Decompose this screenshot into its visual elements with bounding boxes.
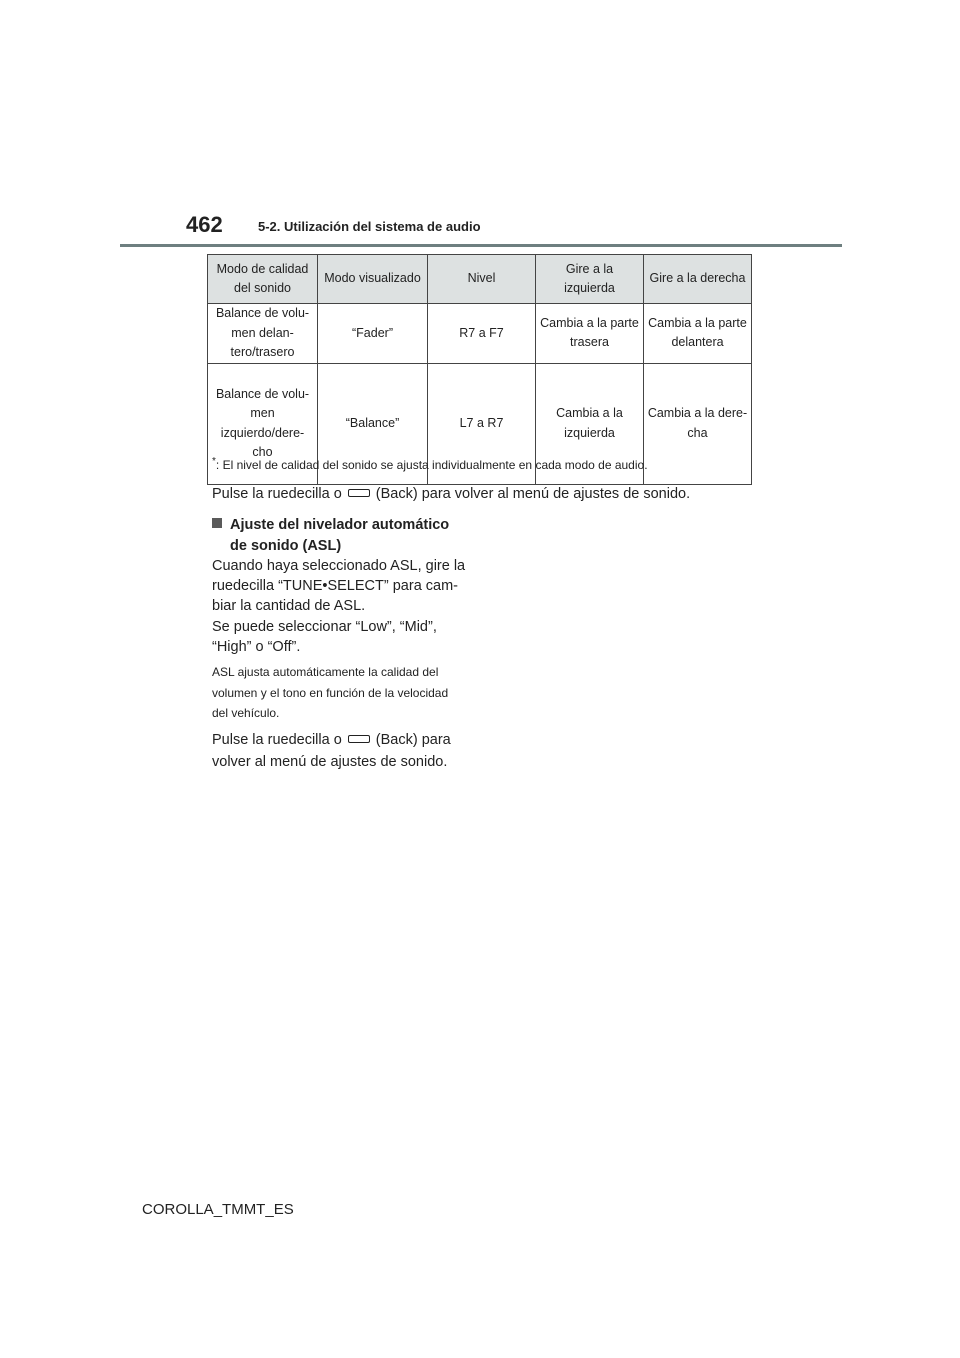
table-cell: Balance de volu- men izquierdo/dere- cho bbox=[208, 363, 318, 484]
section-title: 5-2. Utilización del sistema de audio bbox=[258, 219, 481, 234]
asl-paragraph-2: Se puede seleccionar “Low”, “Mid”, “High” o “Off”. bbox=[212, 619, 437, 655]
asl-back-instruction bbox=[212, 729, 451, 773]
header-rule bbox=[120, 244, 842, 247]
table-cell: L7 a R7 bbox=[428, 363, 536, 484]
asl-heading-line2: de sonido (ASL) bbox=[230, 538, 342, 554]
back-button-icon bbox=[348, 735, 370, 743]
asl-heading-line1: Ajuste del nivelador automático bbox=[230, 517, 450, 533]
footnote-text: : El nivel de calidad del sonido se ajusta individualmente en cada modo de audio. bbox=[215, 458, 648, 472]
asl-back-after: (Back) para volver al menú de ajustes de sonido. bbox=[212, 732, 451, 770]
table-cell: R7 a F7 bbox=[428, 304, 536, 364]
asl-note: ASL ajusta automáticamente la calidad del volumen y el tono en función de la velocidad del vehículo. bbox=[212, 665, 449, 720]
table-row bbox=[208, 304, 752, 364]
asl-back-before: Pulse la ruedecilla o bbox=[212, 732, 342, 748]
sound-settings-table bbox=[207, 254, 752, 485]
footnote-marker: * bbox=[212, 456, 216, 467]
back-button-icon bbox=[348, 489, 370, 497]
table-cell: Balance de volu- men delan- tero/trasero bbox=[208, 304, 318, 364]
table-cell: Cambia a la parte delantera bbox=[644, 304, 752, 364]
square-bullet-icon bbox=[212, 518, 222, 528]
table-header-row bbox=[208, 255, 752, 304]
back-instruction-after: (Back) para volver al menú de ajustes de sonido. bbox=[375, 486, 691, 502]
table-header-cell: Gire a la derecha bbox=[644, 255, 752, 304]
table-header-cell: Modo visualizado bbox=[318, 255, 428, 304]
table-cell: Cambia a la dere- cha bbox=[644, 363, 752, 484]
table-header-cell: Nivel bbox=[428, 255, 536, 304]
table-header-cell: Gire a la izquierda bbox=[536, 255, 644, 304]
asl-paragraph-1: Cuando haya seleccionado ASL, gire la ruedecilla “TUNE•SELECT” para cam- biar la cantidad de ASL. bbox=[212, 558, 466, 614]
page-number: 462 bbox=[186, 212, 223, 237]
table-cell: Cambia a la parte trasera bbox=[536, 304, 644, 364]
document-id: COROLLA_TMMT_ES bbox=[142, 1201, 294, 1218]
table-cell: “Fader” bbox=[318, 304, 428, 364]
table-footnote bbox=[212, 456, 648, 472]
back-instruction bbox=[212, 486, 690, 502]
back-instruction-before: Pulse la ruedecilla o bbox=[212, 486, 342, 502]
table-cell: Cambia a la izquierda bbox=[536, 363, 644, 484]
table-header-cell: Modo de calidad del sonido bbox=[208, 255, 318, 304]
asl-heading bbox=[212, 515, 449, 557]
table-cell: “Balance” bbox=[318, 363, 428, 484]
